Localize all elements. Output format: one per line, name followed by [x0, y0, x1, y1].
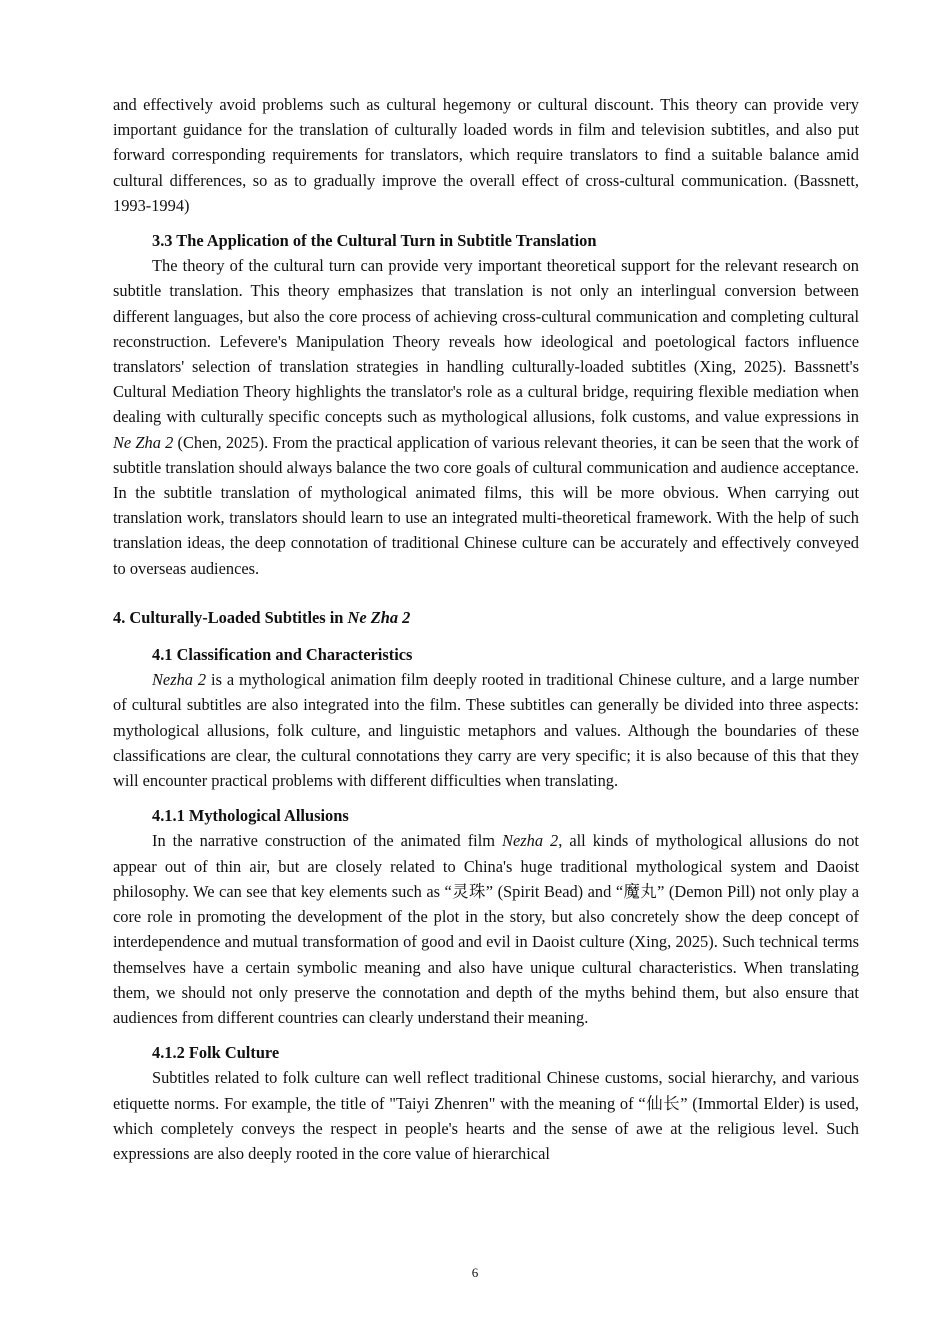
film-title-italic: Ne Zha 2: [113, 432, 174, 452]
film-title-italic: Nezha 2: [152, 670, 207, 690]
film-title-italic: Nezha 2: [502, 831, 559, 851]
section-4-1-2-heading: 4.1.2 Folk Culture: [152, 1043, 280, 1063]
section-4-1-text: is a mythological animation film deeply rooted in traditional Chinese culture, and a large number of cultural subtitles are also integrated into the film. These subtitles can generally be divided into three aspects: mythological allusions, folk culture, and linguistic metaphors and values. Although the boundaries of these classifications are clear, the cultural connotations they carry are very specific; it is also because of this that they will encounter practical problems with different difficulties when translating.: [113, 670, 859, 791]
section-3-3-text-part1: The theory of the cultural turn can provide very important theoretical support for the relevant research on subtitle translation. This theory emphasizes that translation is not only an interlingual conversion between different languages, but also the core process of achieving cross-cultural communication and completing cultural reconstruction. Lefevere's Manipulation Theory reveals how ideological and poetological factors influence translators' selection of translation strategies in handling culturally-loaded subtitles (Xing, 2025). Bassnett's Cultural Mediation Theory highlights the translator's role as a cultural bridge, requiring flexible mediation when dealing with culturally specific concepts such as mythological allusions, folk customs, and value expressions in: [113, 256, 859, 427]
section-4-1-paragraph: [113, 667, 859, 793]
section-4-1-1-text-part2: , all kinds of mythological allusions do not appear out of thin air, but are closely related to China's huge traditional mythological system and Daoist philosophy. We can see that key elements such as “灵珠” (Spirit Bead) and “魔丸” (Demon Pill) not only play a core role in promoting the development of the plot in the story, but also concretely show the deep concept of interdependence and mutual transformation of good and evil in Daoist culture (Xing, 2025). Such technical terms themselves have a certain symbolic meaning and also have unique cultural characteristics. When translating them, we should not only preserve the connotation and depth of the myths behind them, but also ensure that audiences from different countries can clearly understand their meaning.: [113, 831, 859, 1027]
page-body: [113, 92, 859, 1166]
section-4-1-1-heading: 4.1.1 Mythological Allusions: [152, 806, 349, 826]
section-3-3-text-part2: (Chen, 2025). From the practical application of various relevant theories, it can be seen that the work of subtitle translation should always balance the two core goals of cultural communication and audience acceptance. In the subtitle translation of mythological animated films, this will be more obvious. When carrying out translation work, translators should learn to use an integrated multi-theoretical framework. With the help of such translation ideas, the deep connotation of traditional Chinese culture can be accurately and effectively conveyed to overseas audiences.: [113, 432, 859, 578]
section-4-heading: [113, 605, 859, 630]
section-3-3-paragraph: [113, 253, 859, 581]
section-4-heading-title: Ne Zha 2: [347, 607, 411, 627]
page-number: 6: [471, 1265, 479, 1280]
section-3-3-heading: 3.3 The Application of the Cultural Turn in Subtitle Translation: [152, 231, 597, 251]
section-4-1-heading: 4.1 Classification and Characteristics: [152, 645, 413, 665]
section-4-1-1-paragraph: [113, 828, 859, 1030]
section-4-1-2-paragraph: Subtitles related to folk culture can well reflect traditional Chinese customs, social hierarchy, and various etiquette norms. For example, the title of "Taiyi Zhenren" with the meaning of “仙长” (Immortal Elder) is used, which completely conveys the respect in people's hearts and the sense of awe at the religious level. Such expressions are also deeply rooted in the core value of hierarchical: [113, 1068, 859, 1163]
intro-paragraph: and effectively avoid problems such as cultural hegemony or cultural discount. This theory can provide very important guidance for the translation of culturally loaded words in film and television subtitles, and also put forward corresponding requirements for translators, which require translators to find a suitable balance amid cultural differences, so as to gradually improve the overall effect of cross-cultural communication. (Bassnett, 1993-1994): [113, 95, 859, 215]
section-4-1-1-text-part1: In the narrative construction of the animated film: [152, 831, 503, 851]
section-4-heading-prefix: 4. Culturally-Loaded Subtitles in: [113, 607, 348, 627]
